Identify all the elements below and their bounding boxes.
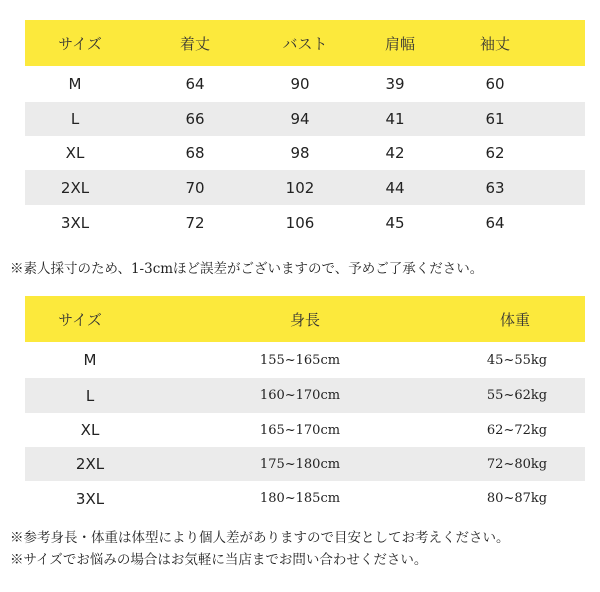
sleeve-cell: 64	[485, 213, 505, 232]
bust-cell: 94	[290, 110, 310, 128]
size-cell: XL	[65, 144, 85, 162]
bust-cell: 90	[290, 75, 310, 93]
sleeve-cell: 63	[485, 178, 505, 197]
shoulder-cell: 42	[385, 144, 405, 162]
table-row	[25, 447, 585, 481]
length-cell: 68	[185, 144, 205, 162]
size-cell: L	[70, 110, 80, 128]
header-size: サイズ	[58, 34, 102, 53]
header-size: サイズ	[58, 310, 102, 329]
header-bust: バスト	[282, 34, 328, 53]
height-cell: 180~185cm	[259, 491, 341, 506]
sleeve-cell: 60	[485, 75, 505, 93]
bust-cell: 98	[290, 144, 310, 162]
table-row	[25, 481, 585, 516]
header-shoulder: 肩幅	[384, 34, 415, 53]
height-cell: 165~170cm	[259, 422, 341, 438]
length-cell: 66	[185, 110, 205, 128]
weight-cell: 45~55kg	[486, 352, 548, 368]
size-cell: L	[85, 386, 95, 405]
height-cell: 175~180cm	[259, 456, 341, 472]
measurement-note: ※素人採寸のため、1-3cmほど誤差がございますので、予めご了承ください。	[10, 261, 484, 277]
reference-table	[25, 296, 585, 516]
shoulder-cell: 41	[385, 110, 405, 128]
reference-note: ※参考身長・体重は体型により個人差がありますので目安としてお考えください。	[10, 530, 510, 546]
weight-cell: 62~72kg	[486, 422, 548, 438]
bust-cell: 102	[285, 178, 315, 197]
size-cell: M	[68, 75, 82, 93]
sleeve-cell: 61	[485, 110, 505, 128]
length-cell: 72	[185, 213, 205, 232]
header-weight: 体重	[499, 310, 530, 329]
size-cell: 2XL	[75, 455, 105, 473]
height-cell: 160~170cm	[259, 388, 341, 403]
shoulder-cell: 44	[385, 178, 405, 197]
size-cell: 3XL	[60, 213, 90, 232]
height-cell: 155~165cm	[259, 352, 341, 368]
table-row	[25, 413, 585, 447]
table-row	[25, 378, 585, 413]
weight-cell: 80~87kg	[486, 491, 548, 506]
header-sleeve: 袖丈	[479, 34, 510, 53]
shoulder-cell: 45	[385, 213, 405, 232]
header-length: 着丈	[179, 34, 210, 53]
size-cell: 2XL	[60, 178, 90, 197]
table-row	[25, 342, 585, 378]
contact-note: ※サイズでお悩みの場合はお気軽に当店までお問い合わせください。	[10, 552, 428, 568]
weight-cell: 55~62kg	[486, 388, 548, 403]
header-height: 身長	[289, 310, 320, 329]
length-cell: 64	[185, 75, 205, 93]
table-row	[25, 66, 585, 102]
bust-cell: 106	[285, 213, 315, 232]
size-cell: XL	[80, 421, 100, 439]
table-row	[25, 102, 585, 136]
length-cell: 70	[185, 178, 205, 197]
table-row	[25, 136, 585, 170]
table-row	[25, 170, 585, 205]
size-table-header	[25, 20, 585, 66]
size-cell: 3XL	[75, 489, 105, 508]
reference-table-header	[25, 296, 585, 342]
sleeve-cell: 62	[485, 144, 505, 162]
weight-cell: 72~80kg	[486, 456, 548, 472]
table-row	[25, 205, 585, 240]
size-table	[25, 20, 585, 240]
shoulder-cell: 39	[385, 75, 405, 93]
size-cell: M	[83, 351, 97, 369]
